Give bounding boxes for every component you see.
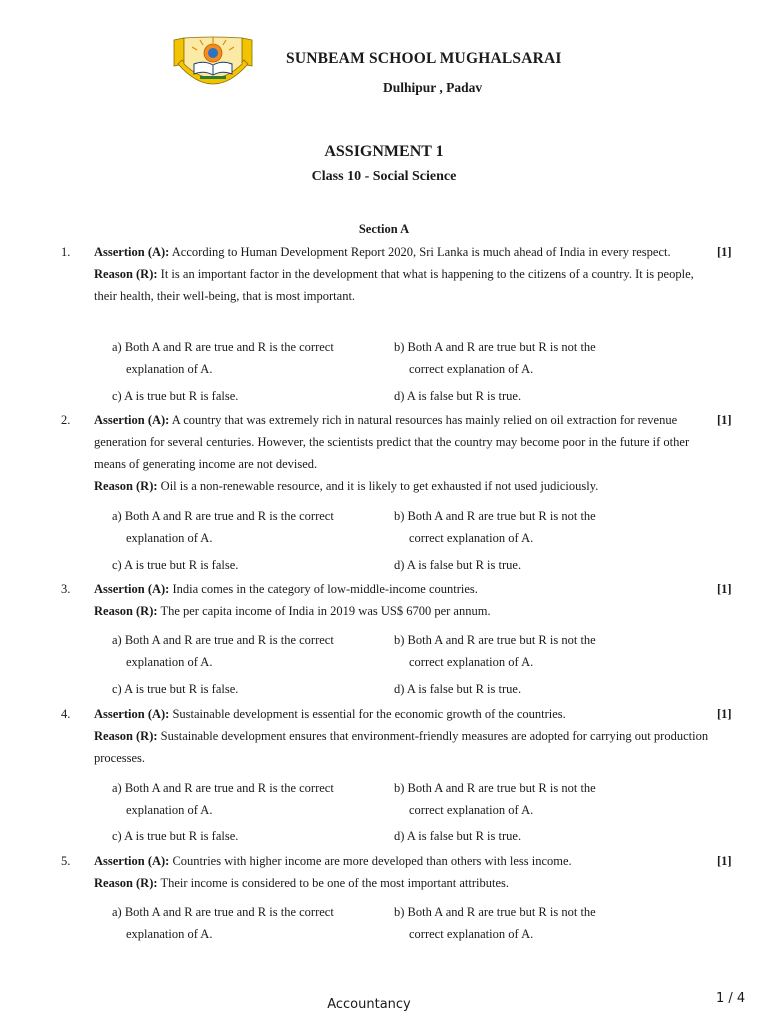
- option-a-line1: a) Both A and R are true and R is the correct: [112, 509, 334, 523]
- reason: [94, 475, 710, 497]
- reason-label: Reason (R):: [94, 267, 158, 281]
- option-a-line1: a) Both A and R are true and R is the correct: [112, 340, 334, 354]
- page-number: 1 / 4: [716, 991, 746, 1006]
- assertion: [94, 241, 710, 263]
- question-number: 2.: [61, 413, 71, 427]
- option-b: [394, 336, 656, 380]
- assertion-text: Sustainable development is essential for the economic growth of the countries.: [172, 707, 566, 721]
- marks: [1]: [717, 582, 732, 596]
- reason-text: Oil is a non-renewable resource, and it is likely to get exhausted if not used judiciously.: [160, 479, 599, 493]
- option-a-line1: a) Both A and R are true and R is the correct: [112, 781, 334, 795]
- assignment-subtitle: Class 10 - Social Science: [311, 169, 457, 184]
- assertion-label: Assertion (A):: [94, 413, 170, 427]
- option-a: [112, 777, 374, 821]
- assertion-label: Assertion (A):: [94, 854, 170, 868]
- assertion: [94, 409, 710, 475]
- option-a-line1: a) Both A and R are true and R is the correct: [112, 905, 334, 919]
- assertion: [94, 703, 710, 725]
- reason-text: The per capita income of India in 2019 was US$ 6700 per annum.: [160, 604, 491, 618]
- option-a: [112, 505, 374, 549]
- reason-text: Their income is considered to be one of the most important attributes.: [160, 876, 509, 890]
- option-b-line1: b) Both A and R are true but R is not the: [394, 905, 596, 919]
- option-b-line1: b) Both A and R are true but R is not the: [394, 340, 596, 354]
- school-name: SUNBEAM SCHOOL MUGHALSARAI: [286, 50, 562, 67]
- option-a-line2: explanation of A.: [126, 655, 213, 669]
- reason-label: Reason (R):: [94, 729, 158, 743]
- option-d: d) A is false but R is true.: [394, 389, 522, 403]
- reason-label: Reason (R):: [94, 479, 158, 493]
- question-number: 3.: [61, 582, 71, 596]
- option-b: [394, 777, 656, 821]
- option-b: [394, 505, 656, 549]
- question-number: 5.: [61, 854, 71, 868]
- option-b-line1: b) Both A and R are true but R is not the: [394, 509, 596, 523]
- assertion-label: Assertion (A):: [94, 245, 170, 259]
- option-d: d) A is false but R is true.: [394, 558, 522, 572]
- option-b-line1: b) Both A and R are true but R is not the: [394, 633, 596, 647]
- option-b-line1: b) Both A and R are true but R is not the: [394, 781, 596, 795]
- option-b: [394, 629, 656, 673]
- reason-text: Sustainable development ensures that environment-friendly measures are adopted for carrying out production processes.: [94, 729, 709, 765]
- assignment-title: ASSIGNMENT 1: [324, 143, 444, 160]
- marks: [1]: [717, 413, 732, 427]
- option-c: c) A is true but R is false.: [112, 558, 239, 572]
- reason: [94, 263, 710, 307]
- question-number: 1.: [61, 245, 71, 259]
- school-address: Dulhipur , Padav: [383, 80, 483, 95]
- assertion-label: Assertion (A):: [94, 707, 170, 721]
- reason-label: Reason (R):: [94, 604, 158, 618]
- option-a-line2: explanation of A.: [126, 927, 213, 941]
- option-c: c) A is true but R is false.: [112, 829, 239, 843]
- question-text: [94, 578, 710, 622]
- option-b-line2: correct explanation of A.: [409, 362, 534, 376]
- option-a-line2: explanation of A.: [126, 803, 213, 817]
- option-b-line2: correct explanation of A.: [409, 655, 534, 669]
- marks: [1]: [717, 707, 732, 721]
- option-a: [112, 629, 374, 673]
- marks: [1]: [717, 245, 732, 259]
- option-a: [112, 336, 374, 380]
- assertion-text: India comes in the category of low-middle-income countries.: [172, 582, 478, 596]
- option-b: [394, 901, 656, 945]
- option-b-line2: correct explanation of A.: [409, 927, 534, 941]
- reason: [94, 725, 710, 769]
- assertion: [94, 850, 710, 872]
- option-b-line2: correct explanation of A.: [409, 531, 534, 545]
- option-a: [112, 901, 374, 945]
- option-d: d) A is false but R is true.: [394, 829, 522, 843]
- assertion-text: Countries with higher income are more developed than others with less income.: [172, 854, 572, 868]
- reason: [94, 600, 710, 622]
- option-b-line2: correct explanation of A.: [409, 803, 534, 817]
- question-number: 4.: [61, 707, 71, 721]
- option-c: c) A is true but R is false.: [112, 682, 239, 696]
- option-d: d) A is false but R is true.: [394, 682, 522, 696]
- option-a-line2: explanation of A.: [126, 531, 213, 545]
- reason-text: It is an important factor in the development that what is happening to the citizens of a country. It is people, their health, their well-being, that is most important.: [94, 267, 694, 303]
- question-text: [94, 241, 710, 307]
- marks: [1]: [717, 854, 732, 868]
- school-logo: [170, 34, 256, 98]
- option-a-line1: a) Both A and R are true and R is the correct: [112, 633, 334, 647]
- assertion-text: A country that was extremely rich in natural resources has mainly relied on oil extraction for revenue generation for several centuries. However, the scientists predict that the country may become poor in the future if other means of generating income are not devised.: [94, 413, 690, 471]
- question-text: [94, 409, 710, 497]
- section-title: Section A: [358, 222, 410, 236]
- option-c: c) A is true but R is false.: [112, 389, 239, 403]
- assertion-text: According to Human Development Report 2020, Sri Lanka is much ahead of India in every respect.: [171, 245, 671, 259]
- footer-subject: Accountancy: [327, 997, 411, 1012]
- question-text: [94, 703, 710, 769]
- assertion-label: Assertion (A):: [94, 582, 170, 596]
- reason: [94, 872, 710, 894]
- question-text: [94, 850, 710, 894]
- assertion: [94, 578, 710, 600]
- reason-label: Reason (R):: [94, 876, 158, 890]
- option-a-line2: explanation of A.: [126, 362, 213, 376]
